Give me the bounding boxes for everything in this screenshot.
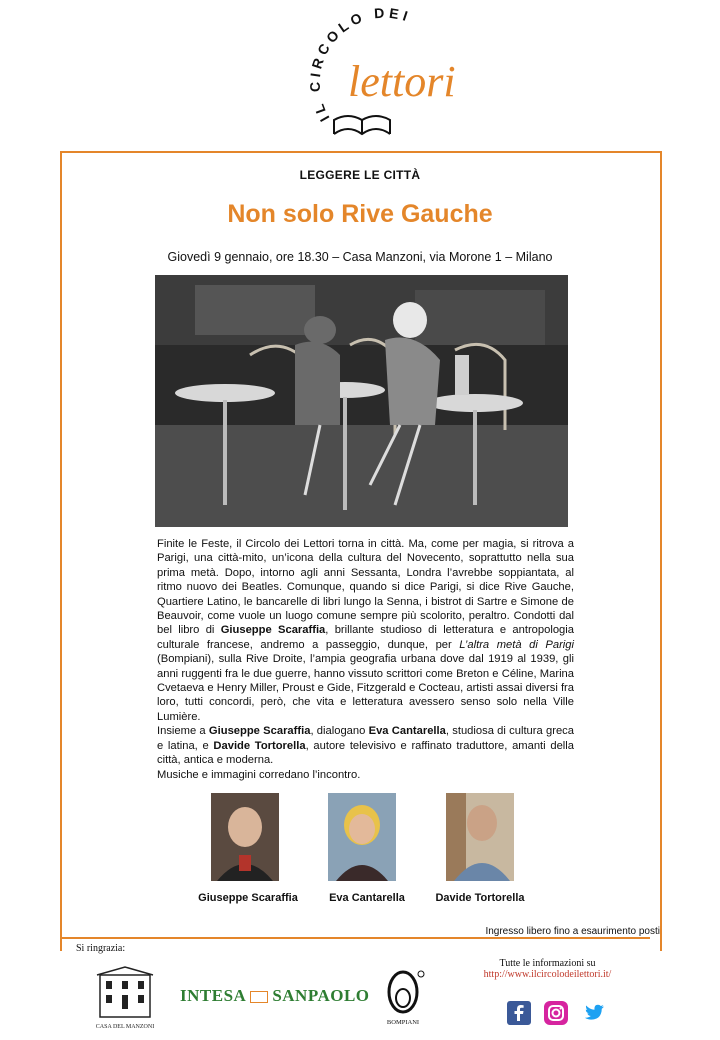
circolo-logo: [290, 8, 470, 148]
intesa-mark-icon: [250, 991, 268, 1003]
guest-name: Giuseppe Scaraffia: [198, 892, 298, 904]
facebook-icon[interactable]: [507, 1001, 531, 1025]
thanks-label: Si ringrazia:: [76, 943, 126, 954]
description-paragraph: Musiche e immagini corredano l’incontro.: [157, 768, 361, 781]
book-title: L’altra metà di Parigi: [459, 638, 574, 651]
text-run: Insieme a: [157, 725, 209, 738]
twitter-icon[interactable]: [582, 1001, 606, 1025]
guest-name-inline: Eva Cantarella: [368, 725, 446, 738]
guest-name: Eva Cantarella: [329, 892, 405, 904]
event-description: [157, 537, 574, 782]
open-book-icon: [334, 116, 390, 134]
text-run: , dialogano: [310, 725, 369, 738]
info-label: Tutte le informazioni su: [499, 958, 596, 969]
info-block: [455, 958, 640, 980]
intesa-text: INTESA: [180, 986, 247, 1005]
guest-photo: [328, 793, 396, 881]
event-title: Non solo Rive Gauche: [227, 200, 493, 228]
guest-name-inline: Giuseppe Scaraffia: [208, 725, 311, 738]
text-run: , brillante studioso di letteratura e antropologia culturale francese, andremo a passeggio, dunque, per: [157, 624, 574, 651]
guest-photo: [446, 793, 514, 881]
event-dateline: Giovedì 9 gennaio, ore 18.30 – Casa Manzoni, via Morone 1 – Milano: [167, 250, 553, 264]
text-run: , studiosa di cultura greca e latina, e: [157, 725, 574, 752]
sanpaolo-text: SANPAOLO: [272, 986, 370, 1005]
guest-photo: [211, 793, 279, 881]
manzoni-caption: CASA DEL MANZONI: [95, 1024, 155, 1030]
description-paragraph: [157, 537, 574, 724]
bompiani-logo: [383, 966, 427, 1032]
event-kicker: LEGGERE LE CITTÀ: [299, 168, 421, 182]
description-paragraph: [157, 724, 574, 767]
entry-note: Ingresso libero fino a esaurimento posti: [485, 926, 660, 937]
author-name: Giuseppe Scaraffia: [220, 624, 326, 637]
bompiani-text: BOMPIANI: [386, 1019, 420, 1026]
footer-divider: [60, 937, 650, 939]
logo-arc-text: IL CIRCOLO DEI: [306, 8, 414, 125]
intesa-sanpaolo-logo: [180, 986, 370, 1006]
website-link[interactable]: http://www.ilcircolodeilettori.it/: [483, 969, 612, 980]
casa-manzoni-logo: [92, 965, 158, 1033]
guest-name: Davide Tortorella: [435, 892, 525, 904]
logo-graphic: [290, 8, 470, 148]
logo-wordmark: lettori: [348, 57, 456, 106]
instagram-icon[interactable]: [544, 1001, 568, 1025]
text-run: (Bompiani), sulla Rive Droite, l’ampia geografia urbana dove dal 1919 al 1939, gli anni ruggenti fra le due guerre, hanno vissuto scrittori come Breton e Céline, Marina Cvetaeva e Henry Miller, Proust e Gide, Fitzgerald e Cocteau, artisti assai diversi fra loro, tutti concordi, però, che vita e letteratura avessero senso solo nella Ville Lumière.: [157, 653, 574, 723]
guest-name-inline: Davide Tortorella: [213, 739, 306, 752]
text-run: , autore televisivo e raffinato traduttore, amanti della città, antica e moderna.: [157, 739, 574, 767]
cafe-photo: [155, 275, 568, 527]
text-run: Finite le Feste, il Circolo dei Lettori torna in città. Ma, come per magia, si ritrova a Parigi, una città-mito, un’icona della cultura del Novecento, soprattutto nella sua prima metà. Dopo, intorno agli anni Sessanta, Londra l’avrebbe soppiantata, al ritmo nuovo dei Beatles. Comunque, quando si dice Parigi, si dice Rive Gauche, Quartiere Latino, le bancarelle di libri lungo la Senna, i bistrot di Sartre e Simone de Beauvoir, come vuole un luogo comune sempre più scolorito, peraltro. Condotti dal bel libro di: [157, 538, 574, 637]
